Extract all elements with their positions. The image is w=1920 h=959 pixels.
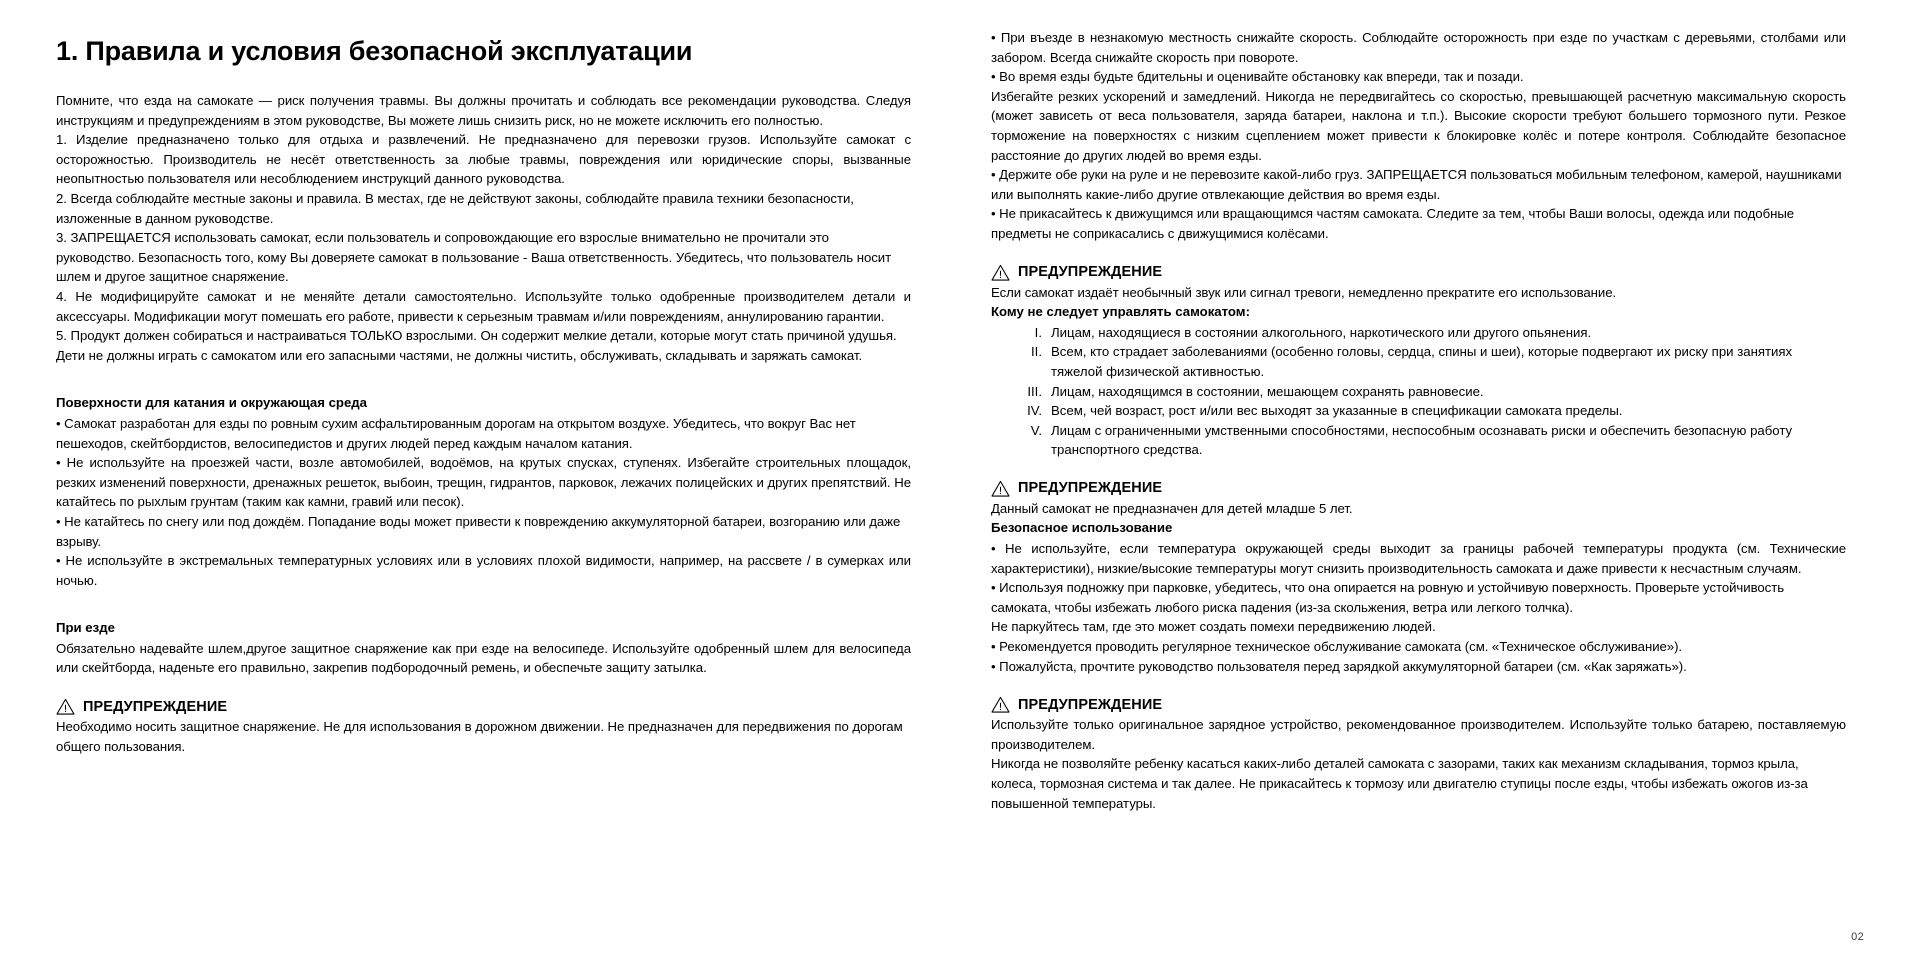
list-item (991, 342, 1846, 381)
who-should-not-list (991, 323, 1846, 460)
surfaces-bullet-3: • Не катайтесь по снегу или под дождём. Попадание воды может привести к повреждению аккумуляторной батареи, возгоранию или даже взрыву. (56, 513, 901, 549)
right-bullet-4: • Не прикасайтесь к движущимся или вращающимся частям самоката. Следите за тем, чтобы Ваши волосы, одежда или подобные предметы не соприкасались с движущимися колёсами. (991, 206, 1795, 241)
list-numeral: V. (1030, 422, 1042, 438)
warning-label: ПРЕДУПРЕЖДЕНИЕ (1018, 696, 1163, 713)
right-column (991, 28, 1846, 813)
surfaces-bullet-1: • Самокат разработан для езды по ровным сухим асфальтированным дорогам на открытом воздухе. Убедитесь, что вокруг Вас нет пешеходов, скейтбордистов, велосипедистов и других людей перед каждым началом катания. (56, 415, 856, 451)
list-text: Лицам, находящимся в состоянии, мешающем сохранять равновесие. (1051, 383, 1484, 399)
rule-2: 2. Всегда соблюдайте местные законы и правила. В местах, где не действуют законы, соблюдайте правила техники безопасности, изложенные в данном руководстве. (56, 191, 854, 226)
list-text: Всем, кто страдает заболеваниями (особенно головы, сердца, спины и шеи), которые подвергают их риску при занятиях тяжелой физической активностью. (1051, 344, 1793, 379)
warning-triangle-icon (991, 696, 1010, 713)
warning-block-3 (991, 696, 1846, 813)
list-numeral: I. (1034, 324, 1042, 340)
spacer (56, 678, 911, 698)
safe-use-bullet-2: • Используя подножку при парковке, убедитесь, что она опирается на ровную и устойчивую поверхность. Проверьте устойчивость самоката, чтобы избежать любого риска падения (из-за скольжения, ветра или легкого толчка). (991, 580, 1785, 615)
list-item (991, 421, 1846, 460)
page-number: 02 (1851, 931, 1864, 943)
riding-paragraph: Обязательно надевайте шлем,другое защитное снаряжение как при езде на велосипеде. Используйте одобренный шлем для велосипеда или скейтборда, наденьте его правильно, закрепив подбородочный ремень, и обеспечьте защиту затылка. (56, 640, 911, 676)
warning-triangle-icon (991, 480, 1010, 497)
safe-use-bullet-3: • Рекомендуется проводить регулярное техническое обслуживание самоката (см. «Техническое обслуживание»). (991, 639, 1683, 655)
list-numeral: IV. (1027, 403, 1042, 419)
surfaces-bullet-2: • Не используйте на проезжей части, возле автомобилей, водоёмов, на крутых спусках, ступенях. Избегайте строительных площадок, резких изменений поверхности, дренажных решеток, выбоин, трещин, гидрантов, парковок, лежачих полицейских и других препятствий. Не катайтесь по рыхлым грунтам (таким как камни, гравий или песок). (56, 455, 911, 510)
page-title: 1. Правила и условия безопасной эксплуатации (56, 36, 693, 66)
warning-header (991, 696, 1846, 713)
intro-paragraph: Помните, что езда на самокате — риск получения травмы. Вы должны прочитать и соблюдать все рекомендации руководства. Следуя инструкциям и предупреждениям в этом руководстве, Вы можете лишь снизить риск, но не можете исключить его полностью. (56, 93, 911, 128)
spacer (56, 365, 911, 393)
list-text: Лицам, находящиеся в состоянии алкогольного, наркотического или другого опьянения. (1051, 324, 1592, 340)
who-should-not-heading: Кому не следует управлять самокатом: (991, 304, 1250, 320)
warning-block-1 (991, 264, 1846, 303)
warning-block-2 (991, 480, 1846, 519)
list-text: Лицам с ограниченными умственными способностями, неспособным осознавать риски и обеспечить безопасную работу транспортного средства. (1051, 422, 1793, 458)
list-numeral: III. (1027, 383, 1042, 399)
right-bullet-1: • При въезде в незнакомую местность снижайте скорость. Соблюдайте осторожность при езде по участкам с деревьями, столбами или забором. Всегда снижайте скорость при повороте. (991, 30, 1846, 65)
spacer (56, 590, 911, 618)
warning-header (991, 264, 1846, 281)
warning-text-3a: Используйте только оригинальное зарядное устройство, рекомендованное производителем. Используйте только батарею, поставляемую производителем. (991, 717, 1846, 752)
spacer (991, 460, 1846, 480)
speed-paragraph: Избегайте резких ускорений и замедлений. Никогда не передвигайтесь со скоростью, превышающей расчетную максимальную скорость (может зависеть от веса пользователя, заряда батареи, наклона и т.п.). Высокие скорости требуют большего тормозного пути. Резкое торможение на поверхностях с низким сцеплением может привести к блокировке колёс и потере контроля. Соблюдайте безопасное расстояние до других людей во время езды. (991, 88, 1846, 163)
warning-text-1: Если самокат издаёт необычный звук или сигнал тревоги, немедленно прекратите его использование. (991, 284, 1617, 300)
rule-5: 5. Продукт должен собираться и настраиваться ТОЛЬКО взрослыми. Он содержит мелкие детали, которые могут стать причиной удушья. Дети не должны играть с самокатом или его запасными частями, не должны чистить, обслуживать, складывать и заряжать самокат. (56, 328, 897, 363)
safe-use-bullet-4: • Пожалуйста, прочтите руководство пользователя перед зарядкой аккумуляторной батареи (см. «Как заряжать»). (991, 658, 1687, 674)
list-text: Всем, чей возраст, рост и/или вес выходят за указанные в спецификации самоката пределы. (1051, 403, 1623, 419)
safe-use-bullet-1: • Не используйте, если температура окружающей среды выходит за границы рабочей температуры продукта (см. Технические характеристики), низкие/высокие температуры могут снизить производительность самоката и даже привести к несчастным случаям. (991, 541, 1846, 576)
riding-heading: При езде (56, 620, 115, 636)
spacer (991, 676, 1846, 696)
warning-label: ПРЕДУПРЕЖДЕНИЕ (1018, 264, 1163, 281)
warning-triangle-icon (991, 264, 1010, 281)
two-column-layout (56, 28, 1864, 813)
left-column (56, 28, 911, 756)
warning-text-2: Данный самокат не предназначен для детей младше 5 лет. (991, 500, 1353, 516)
warning-text-3b: Никогда не позволяйте ребенку касаться каких-либо деталей самоката с зазорами, таких как механизм складывания, тормоз крыла, колеса, тормозная система и так далее. Не прикасайтесь к тормозу или двигателю ступицы после езды, чтобы избежать ожогов из-за повышенной температуры. (991, 756, 1808, 811)
rule-3: 3. ЗАПРЕЩАЕТСЯ использовать самокат, если пользователь и сопровождающие его взрослые внимательно не прочитали это руководство. Безопасность того, кому Вы доверяете самокат в пользование - Ваша ответственность. Убедитесь, что пользователь носит шлем и другое защитное снаряжение. (56, 230, 892, 285)
warning-label: ПРЕДУПРЕЖДЕНИЕ (1018, 480, 1163, 497)
warning-header (56, 698, 911, 715)
spacer (991, 244, 1846, 264)
warning-block-left (56, 698, 911, 756)
surfaces-bullet-4: • Не используйте в экстремальных температурных условиях или в условиях плохой видимости, например, на рассвете / в сумерках или ночью. (56, 553, 911, 588)
list-item (991, 382, 1846, 402)
right-bullet-3: • Держите обе руки на руле и не перевозите какой-либо груз. ЗАПРЕЩАЕТСЯ пользоваться мобильным телефоном, камерой, наушниками или выполнять какие-либо другие отвлекающие действия во время езды. (991, 167, 1842, 202)
right-bullet-2: • Во время езды будьте бдительны и оценивайте обстановку как впереди, так и позади. (991, 69, 1524, 85)
rule-4: 4. Не модифицируйте самокат и не меняйте детали самостоятельно. Используйте только одобренные производителем детали и аксессуары. Модификации могут помешать его работе, привести к серьезным травмам и/или повреждениям, аннулированию гарантии. (56, 288, 911, 324)
rule-1: 1. Изделие предназначено только для отдыха и развлечений. Не предназначено для перевозки грузов. Используйте самокат с осторожностью. Производитель не несёт ответственность за любые травмы, повреждения или юридические споры, вызванные неопытностью пользователя или несоблюдением инструкций данного руководства. (56, 132, 911, 187)
warning-triangle-icon (56, 698, 75, 715)
warning-text-left: Необходимо носить защитное снаряжение. Не для использования в дорожном движении. Не предназначен для передвижения по дорогам общего пользования. (56, 719, 903, 754)
safe-use-note-parking: Не паркуйтесь там, где это может создать помехи передвижению людей. (991, 619, 1436, 635)
list-item (991, 401, 1846, 421)
warning-header (991, 480, 1846, 497)
list-item (991, 323, 1846, 343)
warning-label: ПРЕДУПРЕЖДЕНИЕ (83, 698, 228, 715)
surfaces-heading: Поверхности для катания и окружающая среда (56, 395, 368, 411)
safe-use-heading: Безопасное использование (991, 520, 1173, 536)
list-numeral: II. (1031, 344, 1042, 360)
